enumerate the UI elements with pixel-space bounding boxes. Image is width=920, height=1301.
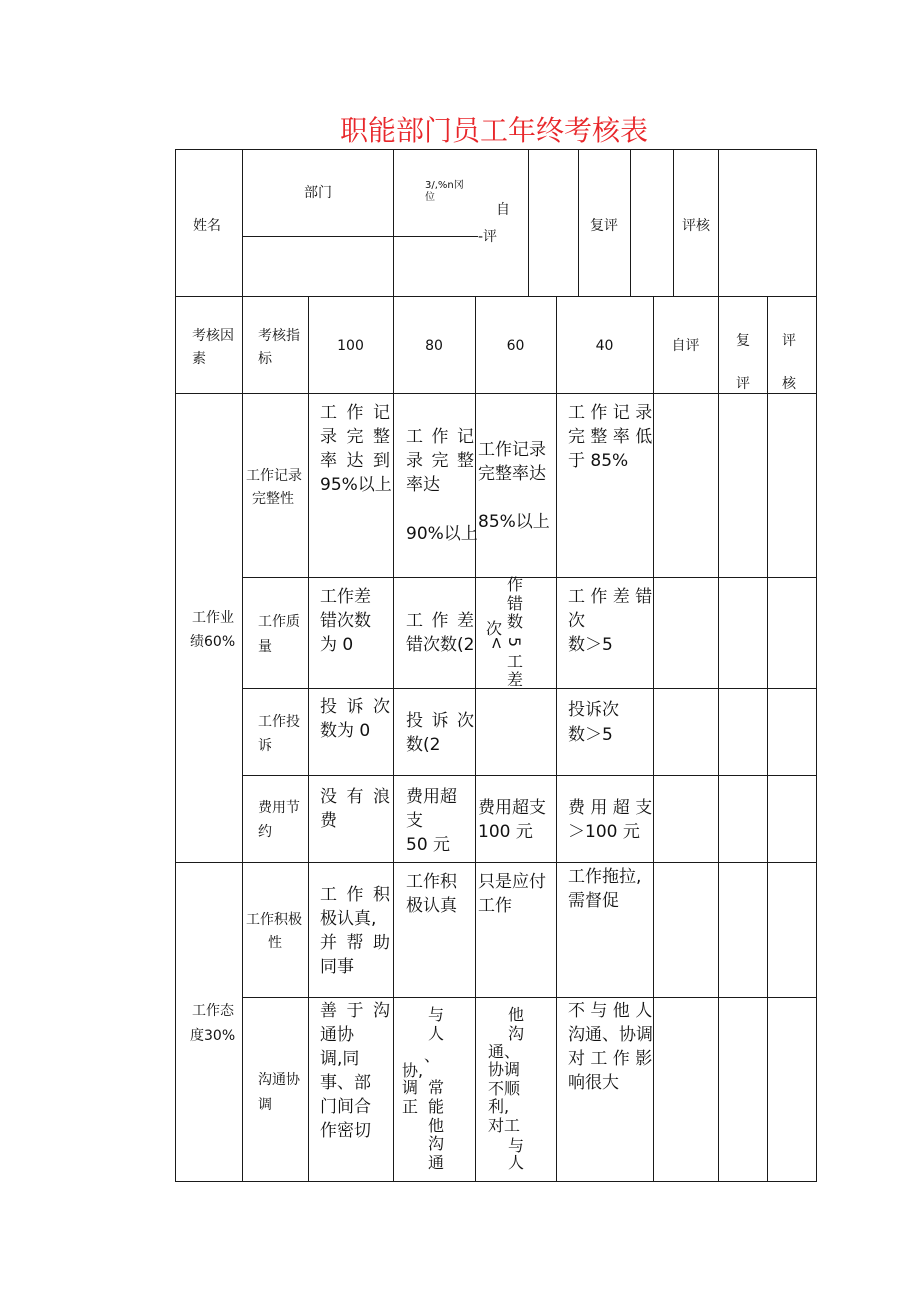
indicator-cost-saving: 约 — [258, 824, 272, 840]
communication-80-text: 协, — [402, 1061, 424, 1080]
work-quality-60-text: 作 — [507, 575, 524, 594]
communication-100-text: 门间合 — [320, 1097, 371, 1117]
score-header-60: 60 — [506, 338, 525, 354]
communication-40-text: 不 与 他 人 — [568, 1001, 653, 1021]
initiative-80-text: 工作积 — [406, 872, 457, 892]
score-header-100: 100 — [337, 338, 364, 354]
work-quality-60-text: 差 — [507, 670, 524, 689]
communication-100-text: 事、部 — [320, 1073, 371, 1093]
indicator-complaints: 工作投 — [258, 714, 300, 730]
complaints-40-text: 投诉次 — [568, 700, 619, 720]
record-completeness-100-text: 工 作 记 — [320, 403, 390, 423]
communication-60-text: 与 — [508, 1136, 525, 1155]
work-quality-40-text: 工 作 差 错 — [568, 587, 653, 607]
record-completeness-60-text: 工作记录 — [478, 440, 546, 460]
communication-40-text: 沟通、协调 — [568, 1025, 653, 1045]
initiative-60-text: 工作 — [478, 896, 512, 916]
record-completeness-40-text: 于 85% — [568, 451, 629, 471]
work-quality-60-text: 5 — [505, 636, 525, 648]
self-eval-label: -评 — [478, 229, 498, 245]
form-title: 职能部门员工年终考核表 — [340, 114, 649, 147]
factor-header: 素 — [192, 351, 206, 367]
record-completeness-60-text: 85%以上 — [478, 512, 550, 532]
indicator-communication: 调 — [258, 1097, 272, 1113]
work-quality-100-text: 工作差 — [320, 587, 371, 607]
communication-60-text: 沟 — [508, 1024, 525, 1043]
indicator-record-completeness: 完整性 — [252, 491, 294, 507]
review-header: 评 — [736, 376, 750, 392]
audit-header: 评 — [782, 333, 796, 349]
score-header-40: 40 — [595, 338, 614, 354]
initiative-40-text: 需督促 — [568, 891, 619, 911]
cost-saving-80-text: 50 元 — [406, 835, 451, 855]
record-completeness-100-text: 录 完 整 — [320, 427, 390, 447]
cost-saving-80-text: 费用超 — [406, 787, 457, 807]
record-completeness-40-text: 完 整 率 低 — [568, 427, 653, 447]
work-quality-60-text: 工 — [507, 652, 524, 671]
record-completeness-80-text: 90%以上 — [406, 524, 478, 544]
audit-label: 评核 — [682, 218, 710, 234]
record-completeness-80-text: 录 完 整 — [406, 451, 474, 471]
cost-saving-100-text: 没 有 浪 — [320, 787, 390, 807]
work-quality-100-text: 为 0 — [320, 635, 354, 655]
initiative-100-text: 同事 — [320, 957, 354, 977]
work-quality-40-text: 数＞5 — [568, 635, 613, 655]
group-label-performance: 绩60% — [190, 634, 236, 650]
work-quality-40-text: 次 — [568, 611, 585, 631]
indicator-header: 考核指 — [258, 328, 300, 344]
indicator-record-completeness: 工作记录 — [246, 468, 302, 484]
communication-80-text: 他 — [428, 1116, 445, 1135]
communication-100-text: 善 于 沟 — [320, 1001, 390, 1021]
cost-saving-40-text: ＞100 元 — [568, 822, 640, 842]
factor-header: 考核因 — [192, 328, 234, 344]
work-quality-80-text: 工 作 差 — [406, 611, 474, 631]
initiative-100-text: 并 帮 助 — [320, 933, 390, 953]
communication-60-text: 对工 — [488, 1116, 521, 1135]
communication-60-text: 利, — [488, 1097, 510, 1116]
cost-saving-60-text: 费用超支 — [478, 798, 546, 818]
initiative-80-text: 极认真 — [406, 896, 457, 916]
initiative-40-text: 工作拖拉, — [568, 867, 642, 887]
communication-80-text: 正 — [402, 1097, 419, 1116]
initiative-100-text: 极认真, — [320, 909, 377, 929]
work-quality-60-text: 错 — [507, 594, 524, 613]
communication-80-text: 沟 — [428, 1134, 445, 1153]
communication-60-text: 他 — [508, 1005, 525, 1024]
communication-80-text: 人 — [428, 1024, 445, 1043]
cost-saving-100-text: 费 — [320, 811, 337, 831]
indicator-work-quality: 量 — [258, 639, 272, 655]
communication-80-text: 与 — [428, 1005, 445, 1024]
communication-100-text: 调,同 — [320, 1049, 360, 1069]
name-label: 姓名 — [193, 218, 221, 234]
communication-80-text: 常 — [428, 1078, 445, 1097]
record-completeness-40-text: 工 作 记 录 — [568, 403, 653, 423]
table-outer-border — [176, 150, 817, 1182]
indicator-work-quality: 工作质 — [258, 614, 300, 630]
position-label: 位 — [425, 192, 435, 203]
communication-60-text: 不顺 — [488, 1079, 521, 1098]
communication-40-text: 对 工 作 影 — [568, 1049, 653, 1069]
initiative-60-text: 只是应付 — [478, 872, 546, 892]
position-label: 3/,%n冈 — [425, 180, 464, 191]
communication-80-text: 调 — [402, 1078, 419, 1097]
work-quality-100-text: 错次数 — [320, 611, 371, 631]
complaints-100-text: 数为 0 — [320, 721, 371, 741]
score-header-80: 80 — [425, 338, 443, 354]
self-eval-header: 自评 — [671, 338, 700, 354]
group-label-performance: 工作业 — [192, 610, 234, 626]
work-quality-80-text: 错次数(2 — [406, 635, 475, 655]
cost-saving-40-text: 费 用 超 支 — [568, 798, 653, 818]
record-completeness-60-text: 完整率达 — [478, 464, 546, 484]
communication-100-text: 作密切 — [320, 1121, 371, 1141]
indicator-initiative: 性 — [268, 935, 282, 951]
work-quality-60-text: < — [487, 636, 507, 650]
communication-60-text: 人 — [508, 1153, 525, 1172]
complaints-80-text: 数(2 — [406, 735, 441, 755]
communication-80-text: 通 — [428, 1153, 445, 1172]
self-eval-label: 自 — [496, 202, 510, 218]
group-label-attitude: 度30% — [190, 1028, 236, 1044]
complaints-100-text: 投 诉 次 — [320, 697, 390, 717]
indicator-initiative: 工作积极 — [246, 912, 302, 928]
communication-60-text: 通、 — [488, 1042, 521, 1061]
cost-saving-60-text: 100 元 — [478, 822, 533, 842]
review-header: 复 — [736, 333, 750, 349]
group-label-attitude: 工作态 — [192, 1003, 234, 1019]
communication-60-text: 协调 — [488, 1060, 521, 1079]
complaints-40-text: 数＞5 — [568, 725, 613, 745]
indicator-header: 标 — [258, 351, 272, 367]
complaints-80-text: 投 诉 次 — [406, 711, 474, 731]
indicator-cost-saving: 费用节 — [258, 800, 300, 816]
communication-100-text: 通协 — [320, 1025, 354, 1045]
communication-40-text: 响很大 — [568, 1073, 619, 1093]
initiative-100-text: 工 作 积 — [320, 885, 390, 905]
audit-header: 核 — [782, 376, 796, 392]
record-completeness-100-text: 95%以上 — [320, 475, 392, 495]
record-completeness-80-text: 率达 — [406, 475, 440, 495]
dept-label: 部门 — [304, 185, 332, 201]
work-quality-60-text: 次 — [486, 619, 503, 638]
communication-80-text: 能 — [428, 1097, 445, 1116]
indicator-communication: 沟通协 — [258, 1072, 300, 1088]
cost-saving-80-text: 支 — [406, 811, 423, 831]
record-completeness-80-text: 工 作 记 — [406, 427, 474, 447]
work-quality-60-text: 数 — [507, 612, 524, 631]
communication-80-text: 、 — [424, 1046, 441, 1065]
review-label: 复评 — [590, 218, 618, 234]
record-completeness-100-text: 率 达 到 — [320, 451, 390, 471]
indicator-complaints: 诉 — [258, 738, 272, 754]
